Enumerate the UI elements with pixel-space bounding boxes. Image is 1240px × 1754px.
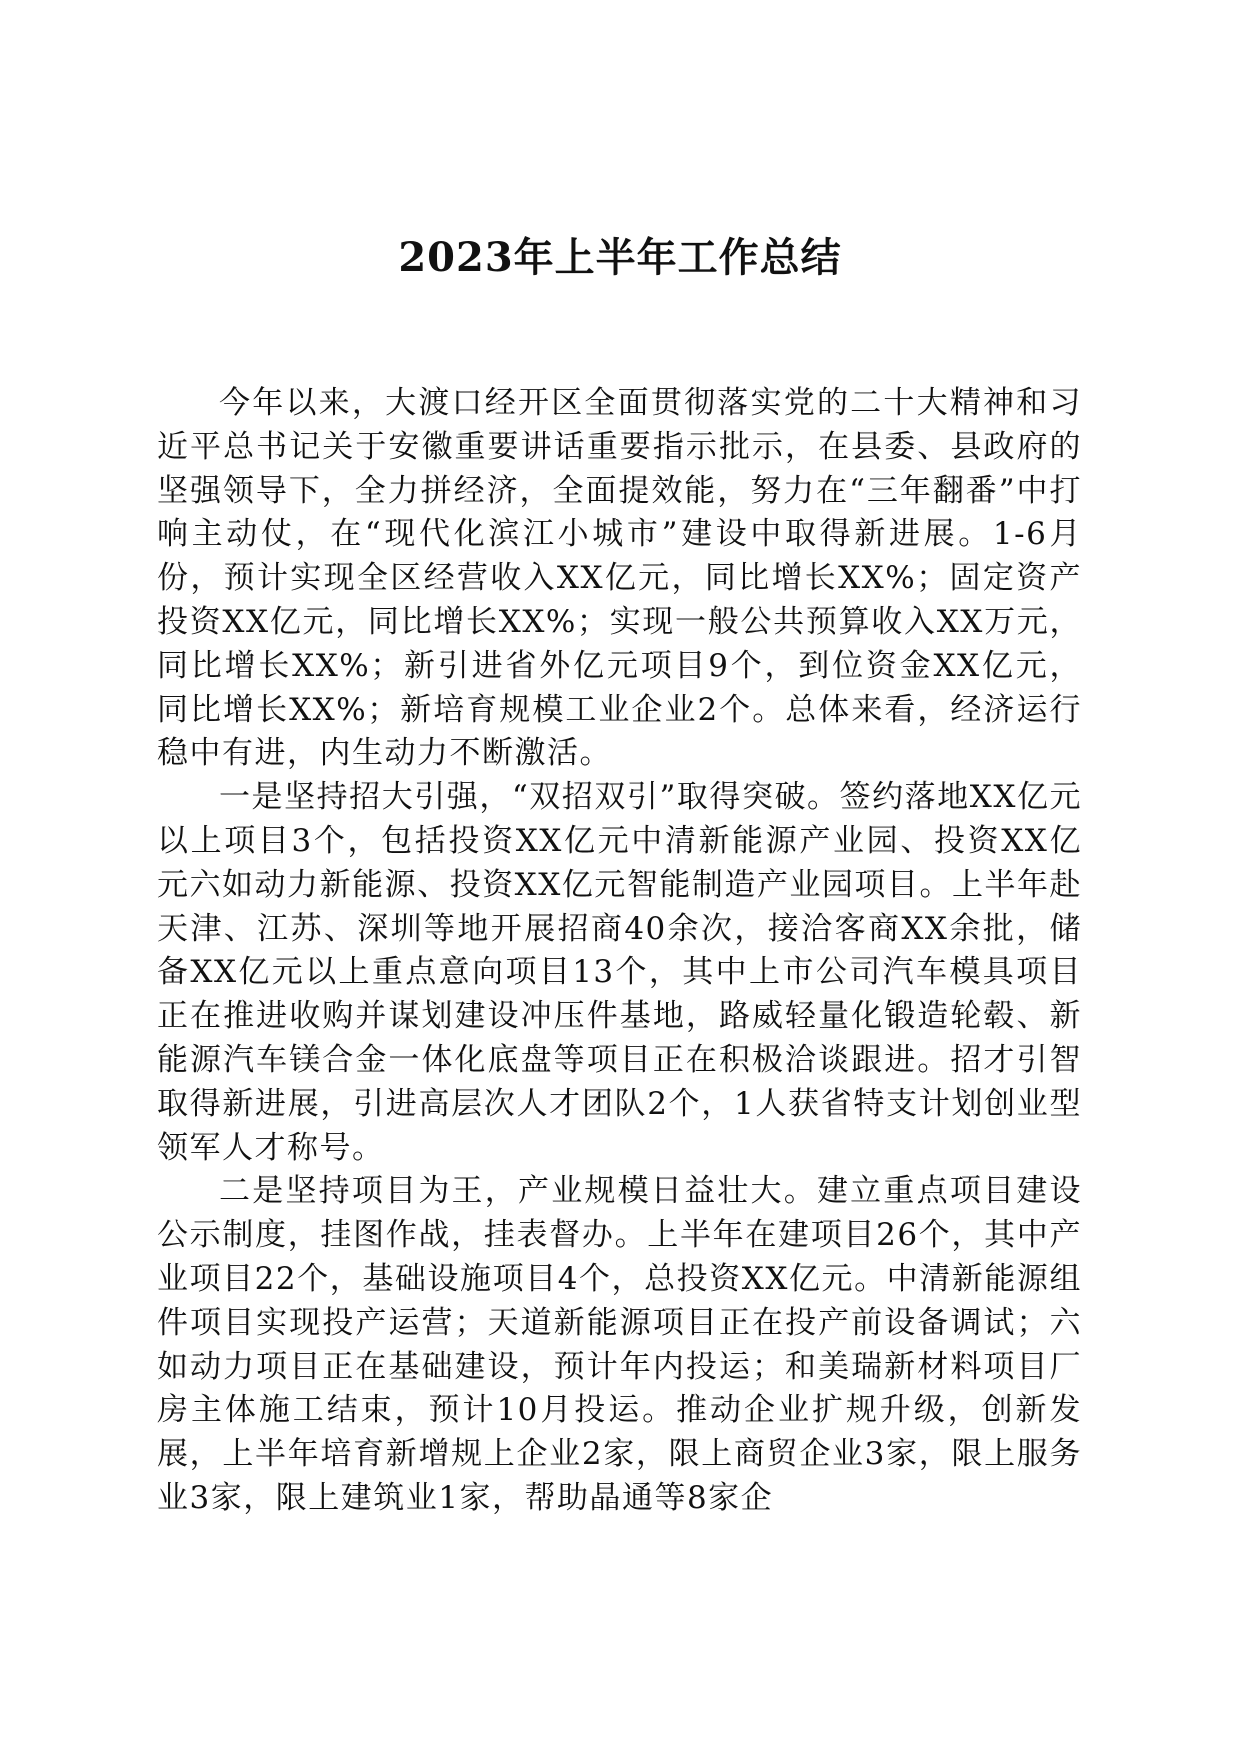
document-body [157,382,1082,1521]
paragraph-project-construction: 二是坚持项目为王，产业规模日益壮大。建立重点项目建设公示制度，挂图作战，挂表督办。上半年在建项目26个，其中产业项目22个，基础设施项目4个，总投资XX亿元。中清新能源组件项目实现投产运营；天道新能源项目正在投产前设备调试；六如动力项目正在基础建设，预计年内投运；和美瑞新材料项目厂房主体施工结束，预计10月投运。推动企业扩规升级，创新发展，上半年培育新增规上企业2家，限上商贸企业3家，限上服务业3家，限上建筑业1家，帮助晶通等8家企 [157,1173,1082,1516]
paragraph-investment-attraction: 一是坚持招大引强，“双招双引”取得突破。签约落地XX亿元以上项目3个，包括投资XX亿元中清新能源产业园、投资XX亿元六如动力新能源、投资XX亿元智能制造产业园项目。上半年赴天津、江苏、深圳等地开展招商40余次，接洽客商XX余批，储备XX亿元以上重点意向项目13个，其中上市公司汽车模具项目正在推进收购并谋划建设冲压件基地，路威轻量化锻造轮毂、新能源汽车镁合金一体化底盘等项目正在积极洽谈跟进。招才引智取得新进展，引进高层次人才团队2个，1人获省特支计划创业型领军人才称号。 [157,779,1082,1166]
paragraph-intro: 今年以来，大渡口经开区全面贯彻落实党的二十大精神和习近平总书记关于安徽重要讲话重要指示批示，在县委、县政府的坚强领导下，全力拼经济，全面提效能，努力在“三年翻番”中打响主动仗，在“现代化滨江小城市”建设中取得新进展。1-6月份，预计实现全区经营收入XX亿元，同比增长XX%；固定资产投资XX亿元，同比增长XX%；实现一般公共预算收入XX万元，同比增长XX%；新引进省外亿元项目9个，到位资金XX亿元，同比增长XX%；新培育规模工业企业2个。总体来看，经济运行稳中有进，内生动力不断激活。 [157,385,1082,772]
document-title: 2023年上半年工作总结 [398,234,842,281]
